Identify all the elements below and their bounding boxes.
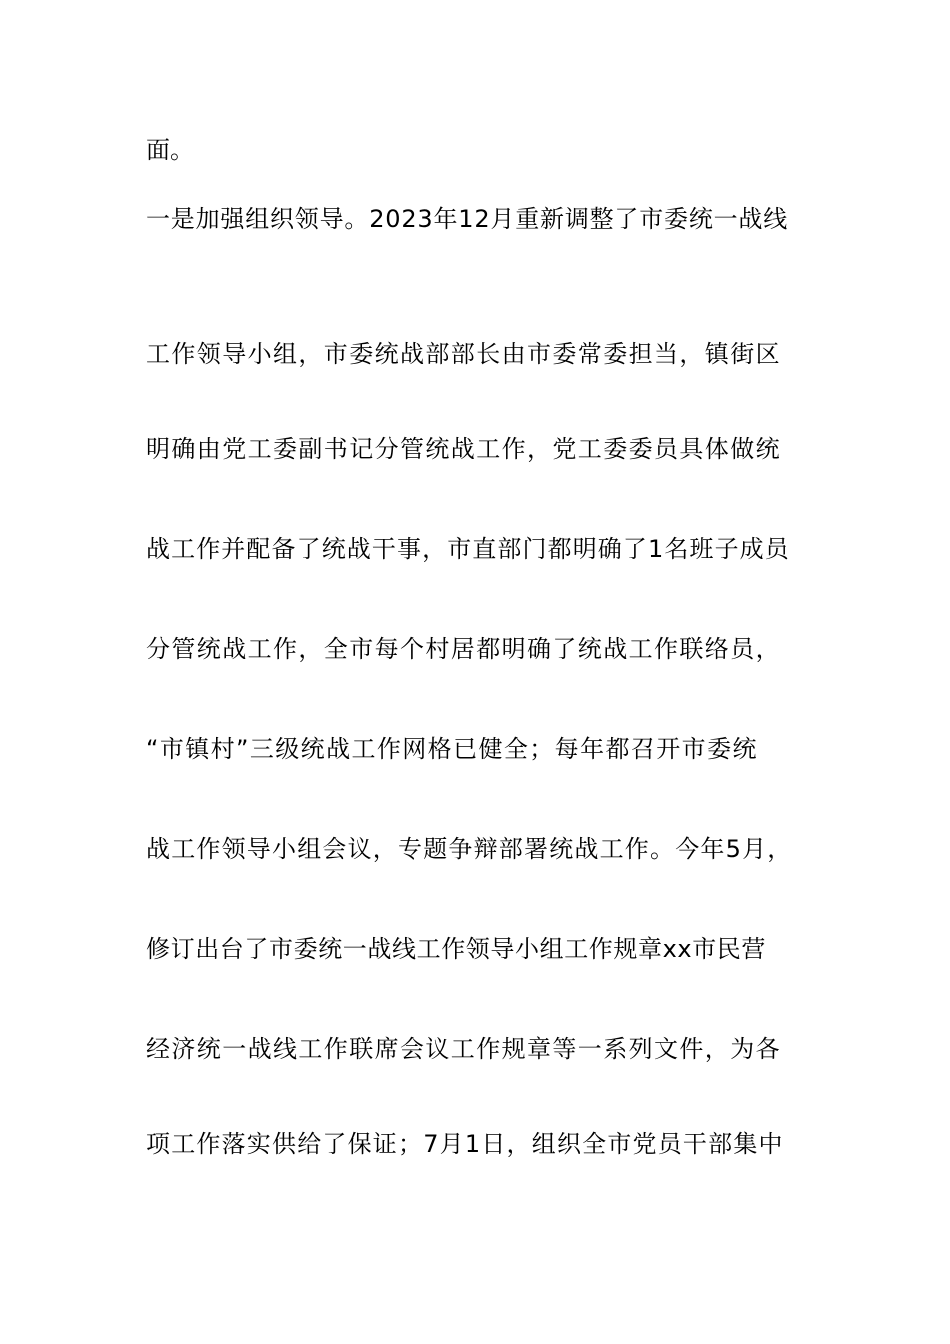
paragraph-line-9: 修订出台了市委统一战线工作领导小组工作规章xx市民营: [146, 935, 767, 963]
paragraph-line-3: 工作领导小组，市委统战部部长由市委常委担当，镇街区: [146, 340, 781, 368]
paragraph-line-7: “市镇村”三级统战工作网格已健全；每年都召开市委统: [146, 735, 758, 763]
paragraph-line-11: 项工作落实供给了保证；7月1日，组织全市党员干部集中: [146, 1130, 784, 1158]
paragraph-line-1: 面。: [146, 136, 194, 164]
paragraph-line-5: 战工作并配备了统战干事，市直部门都明确了1名班子成员: [146, 535, 790, 563]
paragraph-line-4: 明确由党工委副书记分管统战工作，党工委委员具体做统: [146, 435, 781, 463]
paragraph-line-2: 一是加强组织领导。2023年12月重新调整了市委统一战线: [146, 205, 789, 233]
paragraph-line-8: 战工作领导小组会议，专题争辩部署统战工作。今年5月，: [146, 835, 793, 863]
paragraph-line-10: 经济统一战线工作联席会议工作规章等一系列文件，为各: [146, 1035, 781, 1063]
paragraph-line-6: 分管统战工作，全市每个村居都明确了统战工作联络员，: [146, 635, 781, 663]
